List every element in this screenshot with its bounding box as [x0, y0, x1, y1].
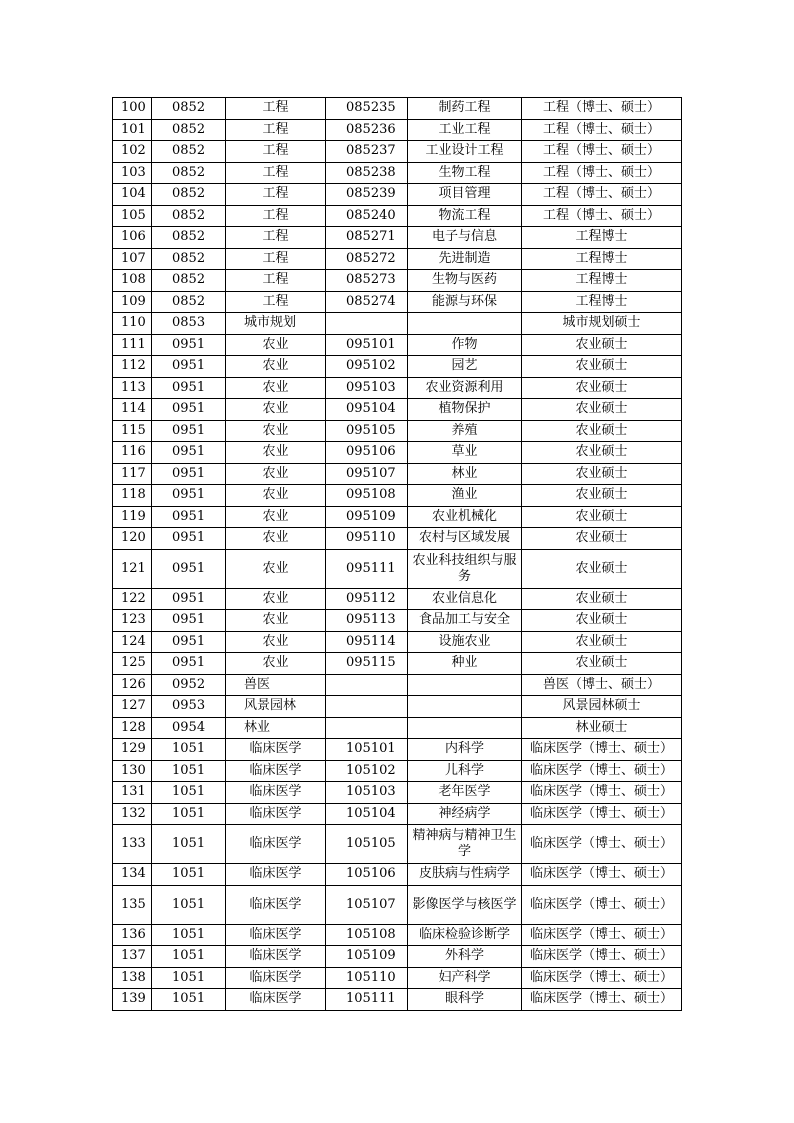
- category-name-cell: 临床医学: [226, 825, 326, 864]
- category-name-cell: 工程: [226, 227, 326, 249]
- field-code-cell: 095109: [326, 506, 408, 528]
- degree-type-cell: 农业硕士: [522, 528, 682, 550]
- field-name-cell: 项目管理: [408, 184, 522, 206]
- degree-type-cell: 农业硕士: [522, 377, 682, 399]
- row-number-cell: 123: [113, 610, 152, 632]
- field-name-cell: 内科学: [408, 739, 522, 761]
- degree-type-cell: 临床医学（博士、硕士）: [522, 782, 682, 804]
- row-number-cell: 122: [113, 588, 152, 610]
- row-number-cell: 131: [113, 782, 152, 804]
- table-row: [113, 334, 682, 356]
- row-number-cell: 130: [113, 760, 152, 782]
- table-row: [113, 463, 682, 485]
- row-number-cell: 134: [113, 864, 152, 886]
- degree-type-cell: 工程（博士、硕士）: [522, 119, 682, 141]
- category-code-cell: 0951: [152, 442, 226, 464]
- table-row: [113, 485, 682, 507]
- field-name-cell: 农业信息化: [408, 588, 522, 610]
- table-row: [113, 760, 682, 782]
- field-code-cell: 105104: [326, 803, 408, 825]
- row-number-cell: 120: [113, 528, 152, 550]
- category-name-cell: 临床医学: [226, 864, 326, 886]
- category-name-cell: 农业: [226, 485, 326, 507]
- row-number-cell: 137: [113, 946, 152, 968]
- row-number-cell: 135: [113, 885, 152, 924]
- row-number-cell: 113: [113, 377, 152, 399]
- table-row: [113, 631, 682, 653]
- field-name-cell: 老年医学: [408, 782, 522, 804]
- row-number-cell: 105: [113, 205, 152, 227]
- degree-type-cell: 临床医学（博士、硕士）: [522, 967, 682, 989]
- table-row: [113, 313, 682, 335]
- field-name-cell: [408, 674, 522, 696]
- row-number-cell: 115: [113, 420, 152, 442]
- field-code-cell: 105111: [326, 989, 408, 1011]
- table-row: [113, 248, 682, 270]
- field-code-cell: [326, 313, 408, 335]
- table-row: [113, 356, 682, 378]
- row-number-cell: 111: [113, 334, 152, 356]
- field-name-cell: 食品加工与安全: [408, 610, 522, 632]
- table-row: [113, 205, 682, 227]
- field-name-cell: 植物保护: [408, 399, 522, 421]
- table-row: [113, 184, 682, 206]
- table-row: [113, 141, 682, 163]
- row-number-cell: 102: [113, 141, 152, 163]
- category-code-cell: 0852: [152, 141, 226, 163]
- category-name-cell: 农业: [226, 377, 326, 399]
- category-code-cell: 0951: [152, 377, 226, 399]
- table-row: [113, 377, 682, 399]
- degree-type-cell: 临床医学（博士、硕士）: [522, 864, 682, 886]
- category-name-cell: 工程: [226, 248, 326, 270]
- row-number-cell: 104: [113, 184, 152, 206]
- field-name-cell: 影像医学与核医学: [408, 885, 522, 924]
- category-name-cell: 工程: [226, 162, 326, 184]
- category-code-cell: 1051: [152, 864, 226, 886]
- table-row: [113, 119, 682, 141]
- category-code-cell: 0951: [152, 399, 226, 421]
- category-name-cell: 工程: [226, 141, 326, 163]
- field-name-cell: 农村与区域发展: [408, 528, 522, 550]
- degree-type-cell: 农业硕士: [522, 463, 682, 485]
- degree-type-cell: 城市规划硕士: [522, 313, 682, 335]
- field-code-cell: 095114: [326, 631, 408, 653]
- row-number-cell: 100: [113, 98, 152, 120]
- row-number-cell: 127: [113, 696, 152, 718]
- category-code-cell: 0951: [152, 334, 226, 356]
- row-number-cell: 106: [113, 227, 152, 249]
- row-number-cell: 101: [113, 119, 152, 141]
- field-name-cell: 神经病学: [408, 803, 522, 825]
- row-number-cell: 118: [113, 485, 152, 507]
- field-name-cell: 妇产科学: [408, 967, 522, 989]
- table-row: [113, 270, 682, 292]
- field-code-cell: 085238: [326, 162, 408, 184]
- degree-type-cell: 临床医学（博士、硕士）: [522, 989, 682, 1011]
- row-number-cell: 128: [113, 717, 152, 739]
- category-code-cell: 1051: [152, 782, 226, 804]
- field-name-cell: 林业: [408, 463, 522, 485]
- degree-type-cell: 农业硕士: [522, 653, 682, 675]
- field-code-cell: [326, 674, 408, 696]
- table-row: [113, 924, 682, 946]
- field-code-cell: 105103: [326, 782, 408, 804]
- field-code-cell: 095110: [326, 528, 408, 550]
- category-code-cell: 1051: [152, 885, 226, 924]
- degree-type-cell: 农业硕士: [522, 588, 682, 610]
- category-name-cell: 兽医: [226, 674, 326, 696]
- category-code-cell: 0852: [152, 162, 226, 184]
- field-name-cell: 设施农业: [408, 631, 522, 653]
- category-name-cell: 临床医学: [226, 803, 326, 825]
- category-name-cell: 工程: [226, 119, 326, 141]
- degree-type-cell: 农业硕士: [522, 442, 682, 464]
- category-name-cell: 临床医学: [226, 967, 326, 989]
- field-code-cell: 085274: [326, 291, 408, 313]
- row-number-cell: 125: [113, 653, 152, 675]
- row-number-cell: 138: [113, 967, 152, 989]
- category-name-cell: 农业: [226, 549, 326, 588]
- field-name-cell: 眼科学: [408, 989, 522, 1011]
- category-code-cell: 0952: [152, 674, 226, 696]
- row-number-cell: 121: [113, 549, 152, 588]
- table-row: [113, 98, 682, 120]
- row-number-cell: 124: [113, 631, 152, 653]
- field-name-cell: 农业科技组织与服务: [408, 549, 522, 588]
- category-name-cell: 工程: [226, 270, 326, 292]
- category-code-cell: 0852: [152, 119, 226, 141]
- field-code-cell: 105107: [326, 885, 408, 924]
- category-code-cell: 0951: [152, 610, 226, 632]
- table-row: [113, 989, 682, 1011]
- table-row: [113, 674, 682, 696]
- field-code-cell: 095108: [326, 485, 408, 507]
- degree-type-cell: 农业硕士: [522, 631, 682, 653]
- field-code-cell: 105102: [326, 760, 408, 782]
- category-code-cell: 0954: [152, 717, 226, 739]
- degree-type-cell: 农业硕士: [522, 485, 682, 507]
- table-row: [113, 946, 682, 968]
- degree-type-cell: 临床医学（博士、硕士）: [522, 946, 682, 968]
- category-name-cell: 临床医学: [226, 885, 326, 924]
- degree-type-cell: 工程博士: [522, 291, 682, 313]
- field-code-cell: 085272: [326, 248, 408, 270]
- field-name-cell: 物流工程: [408, 205, 522, 227]
- degree-type-cell: 工程（博士、硕士）: [522, 184, 682, 206]
- category-code-cell: 0951: [152, 420, 226, 442]
- category-code-cell: 0852: [152, 184, 226, 206]
- table-row: [113, 717, 682, 739]
- row-number-cell: 132: [113, 803, 152, 825]
- degree-type-cell: 临床医学（博士、硕士）: [522, 739, 682, 761]
- field-name-cell: [408, 696, 522, 718]
- degree-table: [112, 97, 682, 1011]
- degree-type-cell: 工程（博士、硕士）: [522, 141, 682, 163]
- category-code-cell: 0951: [152, 588, 226, 610]
- category-name-cell: 工程: [226, 98, 326, 120]
- degree-type-cell: 农业硕士: [522, 420, 682, 442]
- row-number-cell: 139: [113, 989, 152, 1011]
- field-name-cell: 外科学: [408, 946, 522, 968]
- degree-type-cell: 临床医学（博士、硕士）: [522, 760, 682, 782]
- table-row: [113, 506, 682, 528]
- table-row: [113, 442, 682, 464]
- category-code-cell: 0951: [152, 653, 226, 675]
- category-name-cell: 林业: [226, 717, 326, 739]
- field-code-cell: 095103: [326, 377, 408, 399]
- category-name-cell: 农业: [226, 506, 326, 528]
- degree-type-cell: 农业硕士: [522, 356, 682, 378]
- table-row: [113, 825, 682, 864]
- category-code-cell: 1051: [152, 739, 226, 761]
- field-code-cell: 095113: [326, 610, 408, 632]
- table-row: [113, 696, 682, 718]
- field-code-cell: [326, 696, 408, 718]
- category-name-cell: 临床医学: [226, 782, 326, 804]
- category-name-cell: 农业: [226, 631, 326, 653]
- field-code-cell: 085237: [326, 141, 408, 163]
- field-name-cell: 作物: [408, 334, 522, 356]
- degree-type-cell: 兽医（博士、硕士）: [522, 674, 682, 696]
- field-name-cell: 生物与医药: [408, 270, 522, 292]
- field-code-cell: 105106: [326, 864, 408, 886]
- row-number-cell: 126: [113, 674, 152, 696]
- category-code-cell: 1051: [152, 989, 226, 1011]
- table-row: [113, 399, 682, 421]
- table-row: [113, 162, 682, 184]
- field-name-cell: 工业工程: [408, 119, 522, 141]
- field-name-cell: 园艺: [408, 356, 522, 378]
- degree-type-cell: 工程（博士、硕士）: [522, 205, 682, 227]
- category-name-cell: 临床医学: [226, 924, 326, 946]
- degree-type-cell: 工程（博士、硕士）: [522, 162, 682, 184]
- field-code-cell: [326, 717, 408, 739]
- field-code-cell: 085240: [326, 205, 408, 227]
- field-name-cell: [408, 717, 522, 739]
- row-number-cell: 133: [113, 825, 152, 864]
- degree-type-cell: 农业硕士: [522, 506, 682, 528]
- field-name-cell: 农业资源利用: [408, 377, 522, 399]
- row-number-cell: 110: [113, 313, 152, 335]
- category-code-cell: 0852: [152, 98, 226, 120]
- category-name-cell: 临床医学: [226, 989, 326, 1011]
- row-number-cell: 117: [113, 463, 152, 485]
- field-name-cell: 生物工程: [408, 162, 522, 184]
- field-name-cell: 制药工程: [408, 98, 522, 120]
- category-name-cell: 城市规划: [226, 313, 326, 335]
- field-code-cell: 095107: [326, 463, 408, 485]
- degree-type-cell: 临床医学（博士、硕士）: [522, 803, 682, 825]
- field-code-cell: 095111: [326, 549, 408, 588]
- table-row: [113, 291, 682, 313]
- table-row: [113, 420, 682, 442]
- field-code-cell: 085273: [326, 270, 408, 292]
- category-code-cell: 0951: [152, 549, 226, 588]
- category-code-cell: 1051: [152, 967, 226, 989]
- category-name-cell: 农业: [226, 588, 326, 610]
- table-row: [113, 653, 682, 675]
- row-number-cell: 119: [113, 506, 152, 528]
- table-row: [113, 803, 682, 825]
- field-name-cell: 工业设计工程: [408, 141, 522, 163]
- field-code-cell: 095112: [326, 588, 408, 610]
- row-number-cell: 107: [113, 248, 152, 270]
- degree-type-cell: 临床医学（博士、硕士）: [522, 924, 682, 946]
- field-name-cell: 渔业: [408, 485, 522, 507]
- category-name-cell: 农业: [226, 653, 326, 675]
- category-name-cell: 临床医学: [226, 946, 326, 968]
- field-name-cell: 草业: [408, 442, 522, 464]
- table-row: [113, 549, 682, 588]
- category-code-cell: 0853: [152, 313, 226, 335]
- table-row: [113, 739, 682, 761]
- category-name-cell: 工程: [226, 291, 326, 313]
- row-number-cell: 136: [113, 924, 152, 946]
- category-code-cell: 0852: [152, 248, 226, 270]
- field-code-cell: 105105: [326, 825, 408, 864]
- category-code-cell: 1051: [152, 946, 226, 968]
- category-name-cell: 农业: [226, 356, 326, 378]
- field-name-cell: 精神病与精神卫生学: [408, 825, 522, 864]
- field-code-cell: 085239: [326, 184, 408, 206]
- row-number-cell: 114: [113, 399, 152, 421]
- category-code-cell: 0852: [152, 270, 226, 292]
- category-name-cell: 工程: [226, 205, 326, 227]
- table-row: [113, 528, 682, 550]
- field-name-cell: 种业: [408, 653, 522, 675]
- category-name-cell: 农业: [226, 399, 326, 421]
- table-row: [113, 782, 682, 804]
- field-code-cell: 095105: [326, 420, 408, 442]
- field-code-cell: 085236: [326, 119, 408, 141]
- degree-type-cell: 工程博士: [522, 248, 682, 270]
- degree-type-cell: 工程博士: [522, 227, 682, 249]
- row-number-cell: 108: [113, 270, 152, 292]
- field-name-cell: 电子与信息: [408, 227, 522, 249]
- row-number-cell: 109: [113, 291, 152, 313]
- category-code-cell: 0951: [152, 631, 226, 653]
- field-code-cell: 095102: [326, 356, 408, 378]
- degree-type-cell: 临床医学（博士、硕士）: [522, 885, 682, 924]
- table-row: [113, 885, 682, 924]
- degree-type-cell: 工程博士: [522, 270, 682, 292]
- field-name-cell: 养殖: [408, 420, 522, 442]
- field-name-cell: 皮肤病与性病学: [408, 864, 522, 886]
- category-code-cell: 0852: [152, 291, 226, 313]
- category-code-cell: 0951: [152, 528, 226, 550]
- category-name-cell: 农业: [226, 420, 326, 442]
- field-name-cell: 儿科学: [408, 760, 522, 782]
- category-code-cell: 1051: [152, 825, 226, 864]
- category-name-cell: 风景园林: [226, 696, 326, 718]
- category-code-cell: 1051: [152, 803, 226, 825]
- category-name-cell: 临床医学: [226, 739, 326, 761]
- degree-type-cell: 农业硕士: [522, 610, 682, 632]
- category-code-cell: 0852: [152, 205, 226, 227]
- table-row: [113, 588, 682, 610]
- field-code-cell: 095115: [326, 653, 408, 675]
- field-code-cell: 105109: [326, 946, 408, 968]
- field-name-cell: [408, 313, 522, 335]
- field-name-cell: 能源与环保: [408, 291, 522, 313]
- table-row: [113, 227, 682, 249]
- field-code-cell: 105101: [326, 739, 408, 761]
- degree-type-cell: 农业硕士: [522, 549, 682, 588]
- category-code-cell: 0951: [152, 506, 226, 528]
- table-row: [113, 864, 682, 886]
- category-code-cell: 0951: [152, 485, 226, 507]
- degree-type-cell: 临床医学（博士、硕士）: [522, 825, 682, 864]
- category-name-cell: 农业: [226, 463, 326, 485]
- field-code-cell: 095104: [326, 399, 408, 421]
- category-code-cell: 0953: [152, 696, 226, 718]
- table-row: [113, 610, 682, 632]
- field-name-cell: 临床检验诊断学: [408, 924, 522, 946]
- degree-type-cell: 工程（博士、硕士）: [522, 98, 682, 120]
- category-code-cell: 0951: [152, 356, 226, 378]
- degree-type-cell: 风景园林硕士: [522, 696, 682, 718]
- field-code-cell: 105110: [326, 967, 408, 989]
- category-name-cell: 农业: [226, 610, 326, 632]
- table-body: [113, 98, 682, 1011]
- field-code-cell: 085271: [326, 227, 408, 249]
- row-number-cell: 129: [113, 739, 152, 761]
- degree-type-cell: 林业硕士: [522, 717, 682, 739]
- degree-type-cell: 农业硕士: [522, 399, 682, 421]
- field-code-cell: 105108: [326, 924, 408, 946]
- degree-type-cell: 农业硕士: [522, 334, 682, 356]
- category-name-cell: 农业: [226, 334, 326, 356]
- field-code-cell: 095106: [326, 442, 408, 464]
- field-code-cell: 095101: [326, 334, 408, 356]
- category-code-cell: 1051: [152, 924, 226, 946]
- field-code-cell: 085235: [326, 98, 408, 120]
- category-code-cell: 0951: [152, 463, 226, 485]
- category-code-cell: 1051: [152, 760, 226, 782]
- category-code-cell: 0852: [152, 227, 226, 249]
- category-name-cell: 农业: [226, 528, 326, 550]
- category-name-cell: 工程: [226, 184, 326, 206]
- field-name-cell: 先进制造: [408, 248, 522, 270]
- row-number-cell: 112: [113, 356, 152, 378]
- field-name-cell: 农业机械化: [408, 506, 522, 528]
- category-name-cell: 农业: [226, 442, 326, 464]
- row-number-cell: 116: [113, 442, 152, 464]
- row-number-cell: 103: [113, 162, 152, 184]
- table-row: [113, 967, 682, 989]
- category-name-cell: 临床医学: [226, 760, 326, 782]
